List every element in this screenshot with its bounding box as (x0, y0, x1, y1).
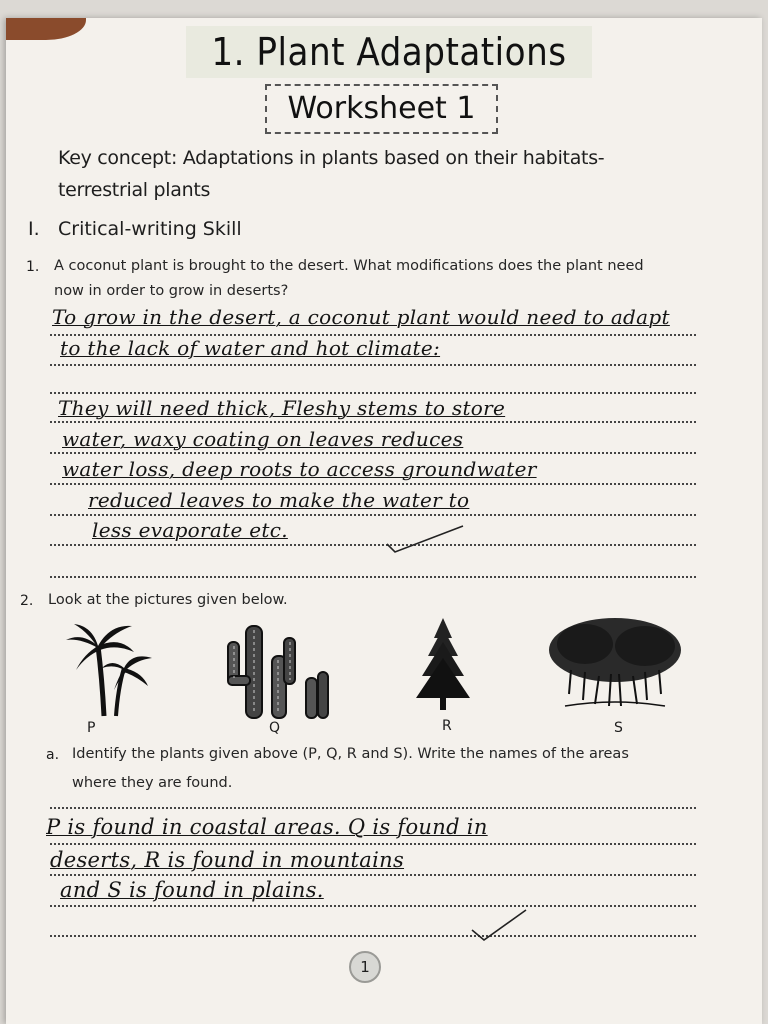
worksheet-label: Worksheet 1 (265, 84, 498, 134)
handwritten-answer-line: and S is found in plains. (60, 878, 324, 902)
key-concept (58, 142, 658, 206)
palm-tree-icon (62, 618, 158, 718)
check-mark-icon (385, 522, 465, 556)
sub-question-a-line-2: where they are found. (72, 775, 233, 791)
handwritten-answer-line: reduced leaves to make the water to (88, 488, 470, 512)
answer-line (50, 392, 696, 394)
answer-line (50, 576, 696, 578)
page-number: 1 (349, 951, 381, 983)
answer-line (50, 843, 696, 845)
sub-question-a-letter: a. (46, 747, 60, 763)
question-2-number: 2. (20, 593, 34, 609)
banyan-tree-icon (545, 614, 685, 714)
cactus-icon (220, 616, 332, 720)
answer-line (50, 544, 696, 546)
handwritten-answer-line: to the lack of water and hot climate: (60, 336, 441, 360)
handwritten-answer-line: less evaporate etc. (92, 518, 288, 542)
check-mark-icon (470, 908, 530, 942)
handwritten-answer-line: They will need thick, Fleshy stems to store (58, 396, 506, 420)
handwritten-answer-line: deserts, R is found in mountains (50, 848, 405, 872)
picture-label-p: P (87, 720, 96, 736)
key-concept-line-1: Key concept: Adaptations in plants based on their habitats- (58, 147, 605, 169)
section-title: Critical-writing Skill (58, 218, 242, 240)
handwritten-answer-line: To grow in the desert, a coconut plant would need to adapt (52, 305, 670, 329)
answer-line (50, 874, 696, 876)
handwritten-answer-line: P is found in coastal areas. Q is found in (46, 815, 488, 839)
answer-line (50, 483, 696, 485)
picture-label-s: S (614, 720, 623, 736)
answer-line (50, 905, 696, 907)
answer-line (50, 421, 696, 423)
answer-line (50, 364, 696, 366)
question-1-line-1: A coconut plant is brought to the desert. What modifications does the plant need (54, 258, 644, 274)
key-concept-line-2: terrestrial plants (58, 179, 211, 201)
picture-label-q: Q (269, 720, 281, 736)
handwritten-answer-line: water, waxy coating on leaves reduces (62, 427, 464, 451)
answer-line (50, 452, 696, 454)
answer-line (50, 514, 696, 516)
section-number: I. (28, 218, 40, 240)
answer-line (50, 935, 696, 937)
question-1-line-2: now in order to grow in deserts? (54, 283, 289, 299)
answer-line (50, 807, 696, 809)
question-1-number: 1. (26, 259, 40, 275)
pine-tree-icon (408, 614, 478, 714)
question-2-text: Look at the pictures given below. (48, 592, 288, 608)
sub-question-a-line-1: Identify the plants given above (P, Q, R and S). Write the names of the areas (72, 746, 629, 762)
picture-label-r: R (442, 718, 452, 734)
page-title: 1. Plant Adaptations (211, 30, 567, 74)
page-corner (6, 18, 86, 40)
handwritten-answer-line: water loss, deep roots to access groundwater (62, 457, 537, 481)
